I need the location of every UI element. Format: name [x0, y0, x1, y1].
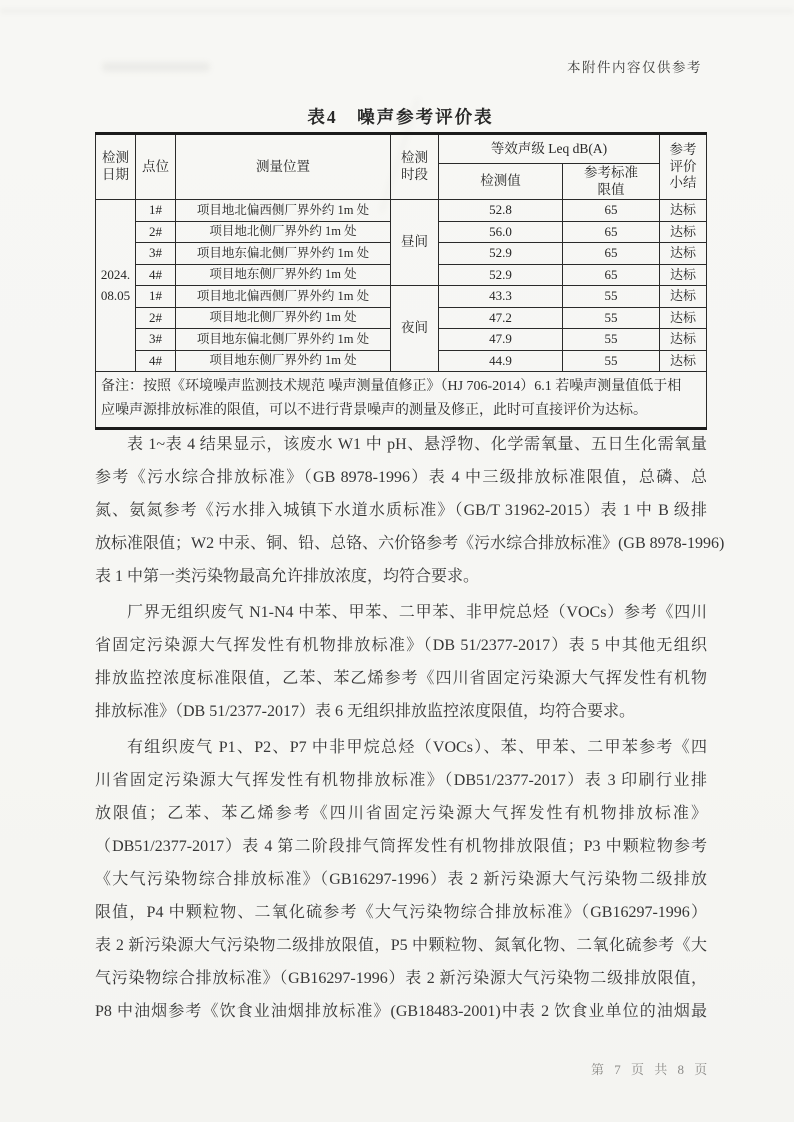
col-header-summary-line: 参考 [669, 141, 697, 157]
table-note-line: 应噪声源排放标准的限值，可以不进行背景噪声的测量及修正，此时可直接评价为达标。 [101, 403, 647, 418]
col-header-point: 点位 [136, 134, 176, 200]
cell-limit: 55 [563, 286, 660, 308]
text-line: 氮、氨氮参考《污水排入城镇下水道水质标准》（GB/T 31962-2015）表 1 中 B 级排 [95, 502, 707, 519]
text-line: 厂界无组织废气 N1-N4 中苯、甲苯、二甲苯、非甲烷总烃（VOCs）参考《四川 [127, 604, 707, 621]
cell-point: 3# [136, 243, 176, 265]
table-header [96, 134, 707, 200]
cell-result: 达标 [660, 350, 707, 372]
cell-point: 4# [136, 264, 176, 286]
text-line: 省固定污染源大气挥发性有机物排放标准》（DB 51/2377-2017）表 5 中其他无组织 [95, 637, 707, 654]
table-title: 表4 噪声参考评价表 [307, 107, 494, 127]
cell-limit: 65 [563, 221, 660, 243]
text-line: P8 中油烟参考《饮食业油烟排放标准》(GB18483-2001)中表 2 饮食业单位的油烟最 [95, 1003, 707, 1020]
cell-point: 2# [136, 307, 176, 329]
cell-point: 2# [136, 221, 176, 243]
cell-result: 达标 [660, 221, 707, 243]
cell-location: 项目地北侧厂界外约 1m 处 [176, 221, 391, 243]
text-line: 参考《污水综合排放标准》（GB 8978-1996）表 4 中三级排放标准限值，总磷、总 [95, 469, 707, 486]
cell-result: 达标 [660, 286, 707, 308]
text-line: 川省固定污染源大气挥发性有机物排放标准》（DB51/2377-2017）表 3 印刷行业排 [95, 772, 707, 789]
header-note: 本附件内容仅供参考 [567, 60, 702, 75]
col-header-measured: 检测值 [439, 164, 563, 200]
date-line: 2024. [100, 266, 131, 282]
cell-date [96, 200, 136, 372]
cell-measured: 52.9 [439, 243, 563, 265]
col-header-date-line: 日期 [102, 167, 129, 182]
col-header-leq-group: 等效声级 Leq dB(A) [439, 134, 660, 164]
col-header-limit-line: 参考标准 [584, 164, 638, 180]
cell-point: 3# [136, 329, 176, 351]
cell-point: 1# [136, 200, 176, 222]
cell-measured: 47.2 [439, 307, 563, 329]
table-body [96, 200, 707, 372]
cell-measured: 56.0 [439, 221, 563, 243]
cell-result: 达标 [660, 243, 707, 265]
body-text [95, 428, 725, 1031]
paragraph [95, 596, 707, 728]
cell-point: 4# [136, 350, 176, 372]
col-header-summary [660, 134, 707, 200]
cell-limit: 55 [563, 350, 660, 372]
cell-location: 项目地东偏北侧厂界外约 1m 处 [176, 329, 391, 351]
col-header-period-line: 检测 [401, 150, 428, 166]
col-header-date [96, 134, 136, 200]
page-number: 第 7 页 共 8 页 [591, 1062, 709, 1077]
col-header-period [391, 134, 439, 200]
text-line: 放限值；乙苯、苯乙烯参考《四川省固定污染源大气挥发性有机物排放标准》 [95, 805, 707, 822]
cell-result: 达标 [660, 329, 707, 351]
text-line: （DB51/2377-2017）表 4 第二阶段排气筒挥发性有机物排放限值；P3 中颗粒物参考 [95, 838, 707, 855]
cell-point: 1# [136, 286, 176, 308]
cell-limit: 65 [563, 243, 660, 265]
col-header-limit [563, 164, 660, 200]
cell-result: 达标 [660, 264, 707, 286]
cell-location: 项目地北偏西侧厂界外约 1m 处 [176, 286, 391, 308]
cell-measured: 52.9 [439, 264, 563, 286]
cell-result: 达标 [660, 200, 707, 222]
cell-measured: 44.9 [439, 350, 563, 372]
cell-measured: 52.8 [439, 200, 563, 222]
cell-location: 项目地东偏北侧厂界外约 1m 处 [176, 243, 391, 265]
cell-location: 项目地北偏西侧厂界外约 1m 处 [176, 200, 391, 222]
col-header-summary-line: 评价 [669, 158, 697, 174]
text-line: 放标准限值；W2 中汞、铜、铅、总铬、六价铬参考《污水综合排放标准》(GB 8978-1996) [95, 535, 725, 552]
text-line: 排放标准》（DB 51/2377-2017）表 6 无组织排放监控浓度限值，均符合要求。 [95, 703, 636, 720]
noise-evaluation-table [95, 132, 707, 430]
col-header-summary-line: 小结 [669, 175, 697, 191]
cell-limit: 65 [563, 200, 660, 222]
scan-edge-shadow [0, 8, 794, 14]
cell-measured: 47.9 [439, 329, 563, 351]
col-header-location: 测量位置 [176, 134, 391, 200]
cell-location: 项目地北侧厂界外约 1m 处 [176, 307, 391, 329]
text-line: 气污染物综合排放标准》（GB16297-1996）表 2 新污染源大气污染物二级排放限值， [95, 970, 707, 987]
text-line: 表 1~表 4 结果显示，该废水 W1 中 pH、悬浮物、化学需氧量、五日生化需氧量 [127, 436, 707, 453]
cell-location: 项目地东侧厂界外约 1m 处 [176, 350, 391, 372]
col-header-limit-line: 限值 [597, 181, 625, 197]
table-row [96, 200, 707, 222]
text-line: 排放监控浓度标准限值，乙苯、苯乙烯参考《四川省固定污染源大气挥发性有机物 [95, 670, 707, 687]
table-note-line: 备注：按照《环境噪声监测技术规范 噪声测量值修正》（HJ 706-2014）6.1 若噪声测量值低于相 [101, 379, 682, 394]
cell-result: 达标 [660, 307, 707, 329]
cell-limit: 65 [563, 264, 660, 286]
cell-limit: 55 [563, 307, 660, 329]
paragraph [95, 428, 725, 593]
cell-measured: 43.3 [439, 286, 563, 308]
cell-limit: 55 [563, 329, 660, 351]
paragraph [95, 731, 707, 1028]
text-line: 《大气污染物综合排放标准》（GB16297-1996）表 2 新污染源大气污染物二级排放 [95, 871, 707, 888]
table-row [96, 286, 707, 308]
text-line: 表 2 新污染源大气污染物二级排放限值，P5 中颗粒物、氮氧化物、二氧化硫参考《大 [95, 937, 707, 954]
cell-period: 夜间 [391, 286, 439, 372]
scan-smudge [102, 62, 210, 72]
table-footer [96, 372, 707, 429]
text-line: 表 1 中第一类污染物最高允许排放浓度，均符合要求。 [95, 568, 480, 585]
col-header-period-line: 时段 [401, 167, 428, 182]
table-note [96, 372, 707, 429]
text-line: 有组织废气 P1、P2、P7 中非甲烷总烃（VOCs）、苯、甲苯、二甲苯参考《四 [127, 739, 707, 756]
cell-location: 项目地东侧厂界外约 1m 处 [176, 264, 391, 286]
col-header-date-line: 检测 [102, 150, 129, 166]
cell-period: 昼间 [391, 200, 439, 286]
text-line: 限值，P4 中颗粒物、二氧化硫参考《大气污染物综合排放标准》（GB16297-1996） [95, 904, 707, 921]
date-line: 08.05 [100, 287, 131, 303]
